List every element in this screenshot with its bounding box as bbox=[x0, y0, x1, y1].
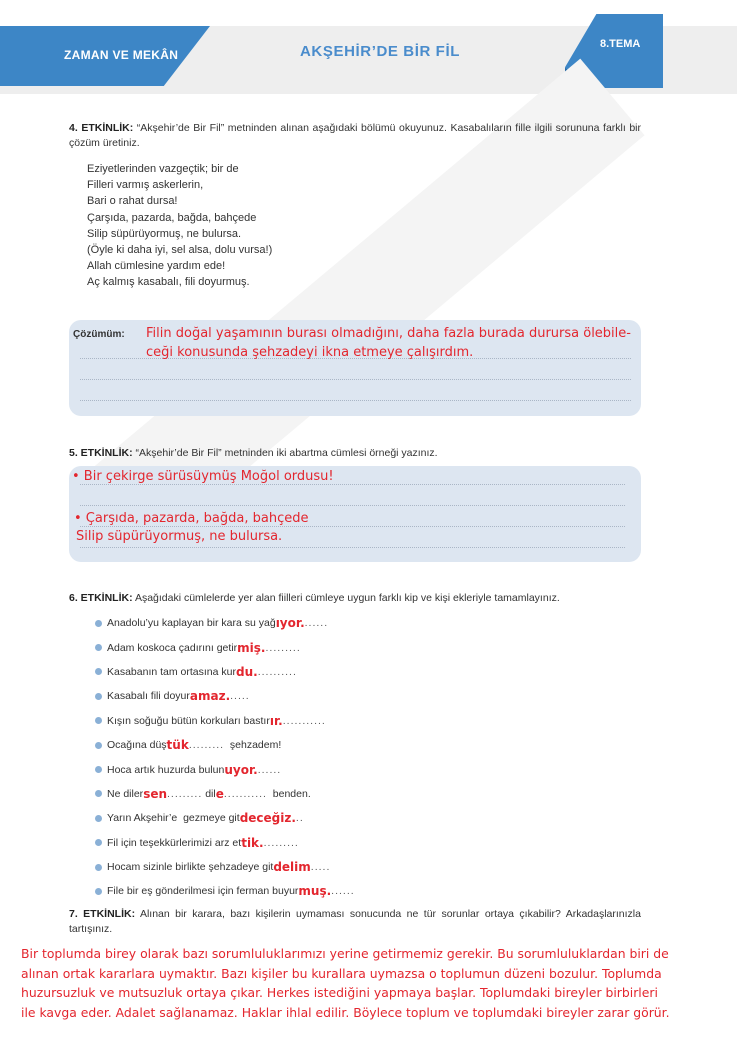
bullet-icon bbox=[95, 790, 102, 797]
filled-suffix[interactable]: e bbox=[215, 786, 224, 801]
bullet-icon bbox=[95, 693, 102, 700]
blank-dots: .......... bbox=[257, 665, 297, 678]
poem-line: Bari o rahat dursa! bbox=[87, 195, 178, 208]
poem-line: Allah cümlesine yardım ede! bbox=[87, 260, 226, 273]
activity-6-text: Aşağıdaki cümlelerde yer alan fiilleri cümleye uygun farklı kip ve kişi ekleriyle tamamlayınız. bbox=[134, 592, 560, 604]
answer-line: alınan ortak kararlara uymaktır. Bazı kişiler bu kurallara uymazsa o toplumun düzeni bozulur. Toplumda bbox=[21, 965, 662, 981]
sentence-stem: File bir eş gönderilmesi için ferman buyur bbox=[107, 885, 299, 898]
blank-dots: ..... bbox=[230, 690, 250, 703]
bullet-icon bbox=[95, 888, 102, 895]
activity-6-prompt bbox=[69, 591, 641, 606]
sentence-ending: benden. bbox=[266, 787, 311, 800]
sentence-middle: dil bbox=[202, 787, 216, 800]
answer-rule bbox=[80, 547, 625, 548]
sentence-stem: Hoca artık huzurda bulun bbox=[107, 763, 225, 776]
sentence-stem: Ocağına düş bbox=[107, 739, 167, 752]
poem-line: (Öyle ki daha iyi, sel alsa, dolu vursa!) bbox=[87, 244, 273, 257]
bullet-icon bbox=[95, 864, 102, 871]
blank-dots: ...... bbox=[257, 763, 282, 776]
unit-label: ZAMAN VE MEKÂN bbox=[64, 48, 179, 62]
bullet-icon bbox=[95, 644, 102, 651]
answer-line: huzursuzluk ve mutsuzluk ortaya çıkar. Herkes istediğini yapmaya başlar. Toplumdaki bireyler birbirleri bbox=[21, 985, 658, 1000]
filled-suffix[interactable]: du. bbox=[236, 664, 258, 679]
blank-dots: ...... bbox=[331, 885, 355, 898]
theme-label: 8.TEMA bbox=[600, 38, 641, 50]
filled-suffix[interactable]: tük bbox=[166, 738, 189, 753]
answer-line: ile kavga eder. Adalet sağlanamaz. Haklar ihlal edilir. Böylece toplum ve toplumdaki bireyler zarar görür. bbox=[21, 1004, 670, 1020]
blank-dots: ......... bbox=[263, 836, 299, 849]
poem-line: Filleri varmış askerlerin, bbox=[87, 179, 204, 192]
activity-4-number: 4. ETKİNLİK: bbox=[69, 122, 134, 134]
blank-dots: ...... bbox=[304, 617, 329, 630]
sentence-stem: Kışın soğuğu bütün korkuları bastır bbox=[107, 714, 270, 727]
activity-6-number: 6. ETKİNLİK: bbox=[69, 592, 133, 604]
list-item bbox=[95, 757, 355, 781]
activity-5-number: 5. ETKİNLİK: bbox=[69, 447, 133, 459]
answer-rule bbox=[80, 400, 631, 401]
sentence-stem: Yarın Akşehir’e gezmeye git bbox=[107, 812, 240, 825]
poem-line: Eziyetlerinden vazgeçtik; bir de bbox=[87, 163, 239, 175]
sentence-stem: Ne diler bbox=[107, 787, 144, 800]
bullet-icon bbox=[95, 668, 102, 675]
sentence-stem: Kasabanın tam ortasına kur bbox=[107, 665, 236, 678]
activity-7-number: 7. ETKİNLİK: bbox=[69, 908, 136, 920]
blank-dots: ......... bbox=[167, 787, 203, 800]
filled-suffix[interactable]: delim bbox=[273, 860, 311, 875]
activity-4-text: “Akşehir’de Bir Fil” metninden alınan aşağıdaki bölümü okuyunuz. Kasabalıların fille ilgili sorununa farklı bir çözüm üretiniz. bbox=[69, 122, 642, 149]
sentence-stem: Kasabalı fili doyur bbox=[107, 690, 190, 703]
bullet-icon bbox=[95, 815, 102, 822]
filled-suffix[interactable]: ıyor. bbox=[275, 616, 305, 631]
blank-dots: ........... bbox=[282, 714, 326, 727]
filled-suffix[interactable]: ır. bbox=[269, 713, 283, 728]
sentence-stem: Anadolu’yu kaplayan bir kara su yağ bbox=[107, 617, 276, 630]
sentence-stem: Hocam sizinle birlikte şehzadeye git bbox=[107, 861, 274, 874]
filled-suffix[interactable]: uyor. bbox=[224, 762, 258, 777]
filled-suffix[interactable]: sen bbox=[143, 786, 168, 801]
filled-suffix[interactable]: muş. bbox=[298, 884, 332, 899]
list-item bbox=[95, 831, 355, 855]
bullet-icon bbox=[95, 717, 102, 724]
sentence-ending: şehzadem! bbox=[224, 739, 282, 752]
verb-completion-list bbox=[95, 611, 355, 904]
list-item bbox=[95, 660, 355, 684]
list-item bbox=[95, 879, 355, 903]
list-item bbox=[95, 806, 355, 830]
solution-answer-line: ceği konusunda şehzadeyi ikna etmeye çalışırdım. bbox=[146, 345, 474, 360]
solution-answer-line: Filin doğal yaşamının burası olmadığını, daha fazla burada durursa ölebile- bbox=[146, 326, 631, 341]
sentence-stem: Fil için teşekkürlerimizi arz et bbox=[107, 836, 242, 849]
poem-line: Çarşıda, pazarda, bağda, bahçede bbox=[87, 211, 257, 224]
activity-7-text: Alınan bir karara, bazı kişilerin uymaması sonucunda ne tür sorunlar ortaya çıkabilir? Arkadaşlarınızla tartışınız. bbox=[69, 908, 641, 935]
activity-7-answer bbox=[21, 944, 721, 1022]
answer-line: Bir toplumda birey olarak bazı sorumluluklarımızı yerine getirmemiz gerekir. Bu sorumluluklardan biri de bbox=[21, 946, 669, 961]
blank-dots: ......... bbox=[188, 739, 225, 752]
blank-dots: ..... bbox=[310, 861, 331, 874]
exaggeration-answer-line: • Çarşıda, pazarda, bağda, bahçede bbox=[74, 511, 309, 526]
bullet-icon bbox=[95, 742, 102, 749]
blank-dots: ......... bbox=[265, 641, 301, 654]
bullet-icon bbox=[95, 839, 102, 846]
filled-suffix[interactable]: amaz. bbox=[189, 689, 231, 704]
list-item bbox=[95, 855, 355, 879]
filled-suffix[interactable]: miş. bbox=[237, 640, 266, 655]
list-item bbox=[95, 635, 355, 659]
exaggeration-answer-line: • Bir çekirge sürüsüymüş Moğol ordusu! bbox=[72, 469, 334, 484]
page-title: AKŞEHİR’DE BİR FİL bbox=[300, 43, 460, 60]
poem-line: Aç kalmış kasabalı, fili doyurmuş. bbox=[87, 276, 250, 289]
solution-label: Çözümüm: bbox=[73, 329, 125, 340]
poem-line: Silip süpürüyormuş, ne bulursa. bbox=[87, 227, 242, 240]
list-item bbox=[95, 611, 355, 635]
poem-excerpt bbox=[87, 161, 272, 291]
answer-rule bbox=[80, 505, 625, 506]
activity-7-prompt bbox=[69, 907, 641, 937]
blank-dots: .. bbox=[295, 812, 304, 825]
answer-rule bbox=[80, 379, 631, 380]
blank-dots: ........... bbox=[223, 787, 267, 800]
filled-suffix[interactable]: tik. bbox=[241, 835, 264, 850]
list-item bbox=[95, 684, 355, 708]
activity-4-prompt bbox=[69, 121, 641, 151]
activity-5-text: “Akşehir’de Bir Fil” metninden iki abartma cümlesi örneği yazınız. bbox=[135, 447, 438, 459]
sentence-stem: Adam koskoca çadırını getir bbox=[107, 641, 238, 654]
bullet-icon bbox=[95, 766, 102, 773]
list-item bbox=[95, 782, 355, 806]
filled-suffix[interactable]: deceğiz. bbox=[239, 811, 296, 826]
exaggeration-answer-line: Silip süpürüyormuş, ne bulursa. bbox=[76, 529, 283, 544]
list-item bbox=[95, 733, 355, 757]
bullet-icon bbox=[95, 620, 102, 627]
activity-5-prompt bbox=[69, 446, 641, 461]
list-item bbox=[95, 709, 355, 733]
